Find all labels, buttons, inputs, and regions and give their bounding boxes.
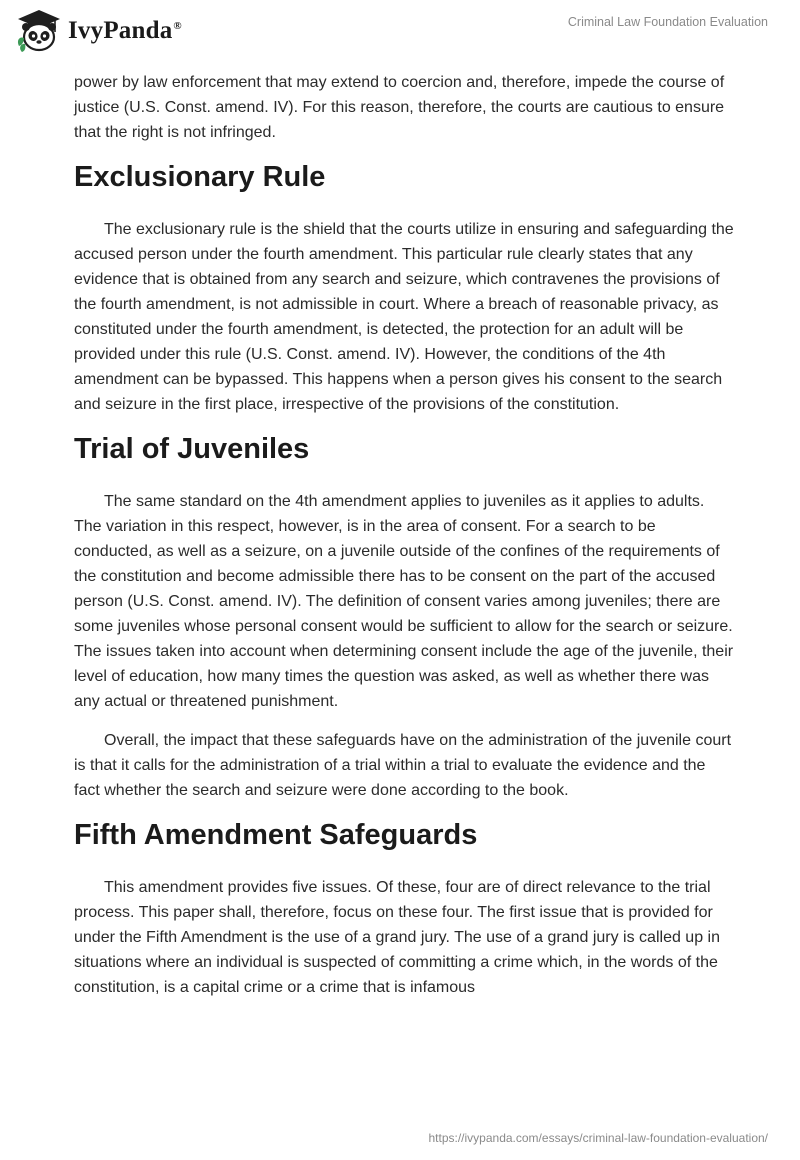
panda-graduate-icon bbox=[14, 8, 64, 54]
paragraph: power by law enforcement that may extend to coercion and, therefore, impede the course of justice (U.S. Const. amend. IV). For this reason, therefore, the courts are cautious to ensure that the right is not infringed. bbox=[74, 74, 725, 141]
section-heading-exclusionary-rule: Exclusionary Rule bbox=[74, 161, 326, 193]
essay-body bbox=[74, 70, 734, 1014]
registered-mark: ® bbox=[173, 19, 182, 32]
source-url-link[interactable]: https://ivypanda.com/essays/criminal-law-foundation-evaluation/ bbox=[428, 1131, 768, 1145]
paragraph: The same standard on the 4th amendment applies to juveniles as it applies to adults. The variation in this respect, however, is in the area of consent. For a search to be conducted, as well as a seizure, on a juvenile outside of the confines of the requirements of the constitution and become admissible there has to be consent on the part of the accused person (U.S. Const. amend. IV). The definition of consent varies among juveniles; there are some juveniles whose personal consent would be sufficient to allow for the search or seizure. The issues taken into account when determining consent include the age of the juvenile, their level of education, how many times the question was asked, as well as whether there was any actual or threatened punishment. bbox=[74, 493, 734, 710]
section-heading-fifth-amendment-safeguards: Fifth Amendment Safeguards bbox=[74, 819, 478, 851]
ivypanda-logo[interactable] bbox=[14, 8, 182, 54]
document-title: Criminal Law Foundation Evaluation bbox=[567, 15, 768, 29]
paragraph: This amendment provides five issues. Of these, four are of direct relevance to the trial process. This paper shall, therefore, focus on these four. The first issue that is provided for under the Fifth Amendment is the use of a grand jury. The use of a grand jury is called up in situations where an individual is suspected of committing a crime which, in the words of the constitution, is a capital crime or a crime that is infamous bbox=[74, 879, 720, 996]
logo-text: IvyPanda® bbox=[68, 17, 182, 44]
page-header bbox=[0, 0, 800, 66]
paragraph: The exclusionary rule is the shield that the courts utilize in ensuring and safeguarding the accused person under the fourth amendment. This particular rule clearly states that any evidence that is obtained from any search and seizure, which contravenes the provisions of the fourth amendment, is not admissible in court. Where a breach of reasonable privacy, as constituted under the fourth amendment, is detected, the protection for an adult will be provided under this rule (U.S. Const. amend. IV). However, the conditions of the 4th amendment can be bypassed. This happens when a person gives his consent to the search and seizure in the first place, irrespective of the provisions of the constitution. bbox=[74, 221, 734, 413]
section-heading-trial-of-juveniles: Trial of Juveniles bbox=[74, 433, 310, 465]
paragraph: Overall, the impact that these safeguards have on the administration of the juvenile court is that it calls for the administration of a trial within a trial to evaluate the evidence and the fact whether the search and seizure were done according to the book. bbox=[74, 732, 732, 799]
